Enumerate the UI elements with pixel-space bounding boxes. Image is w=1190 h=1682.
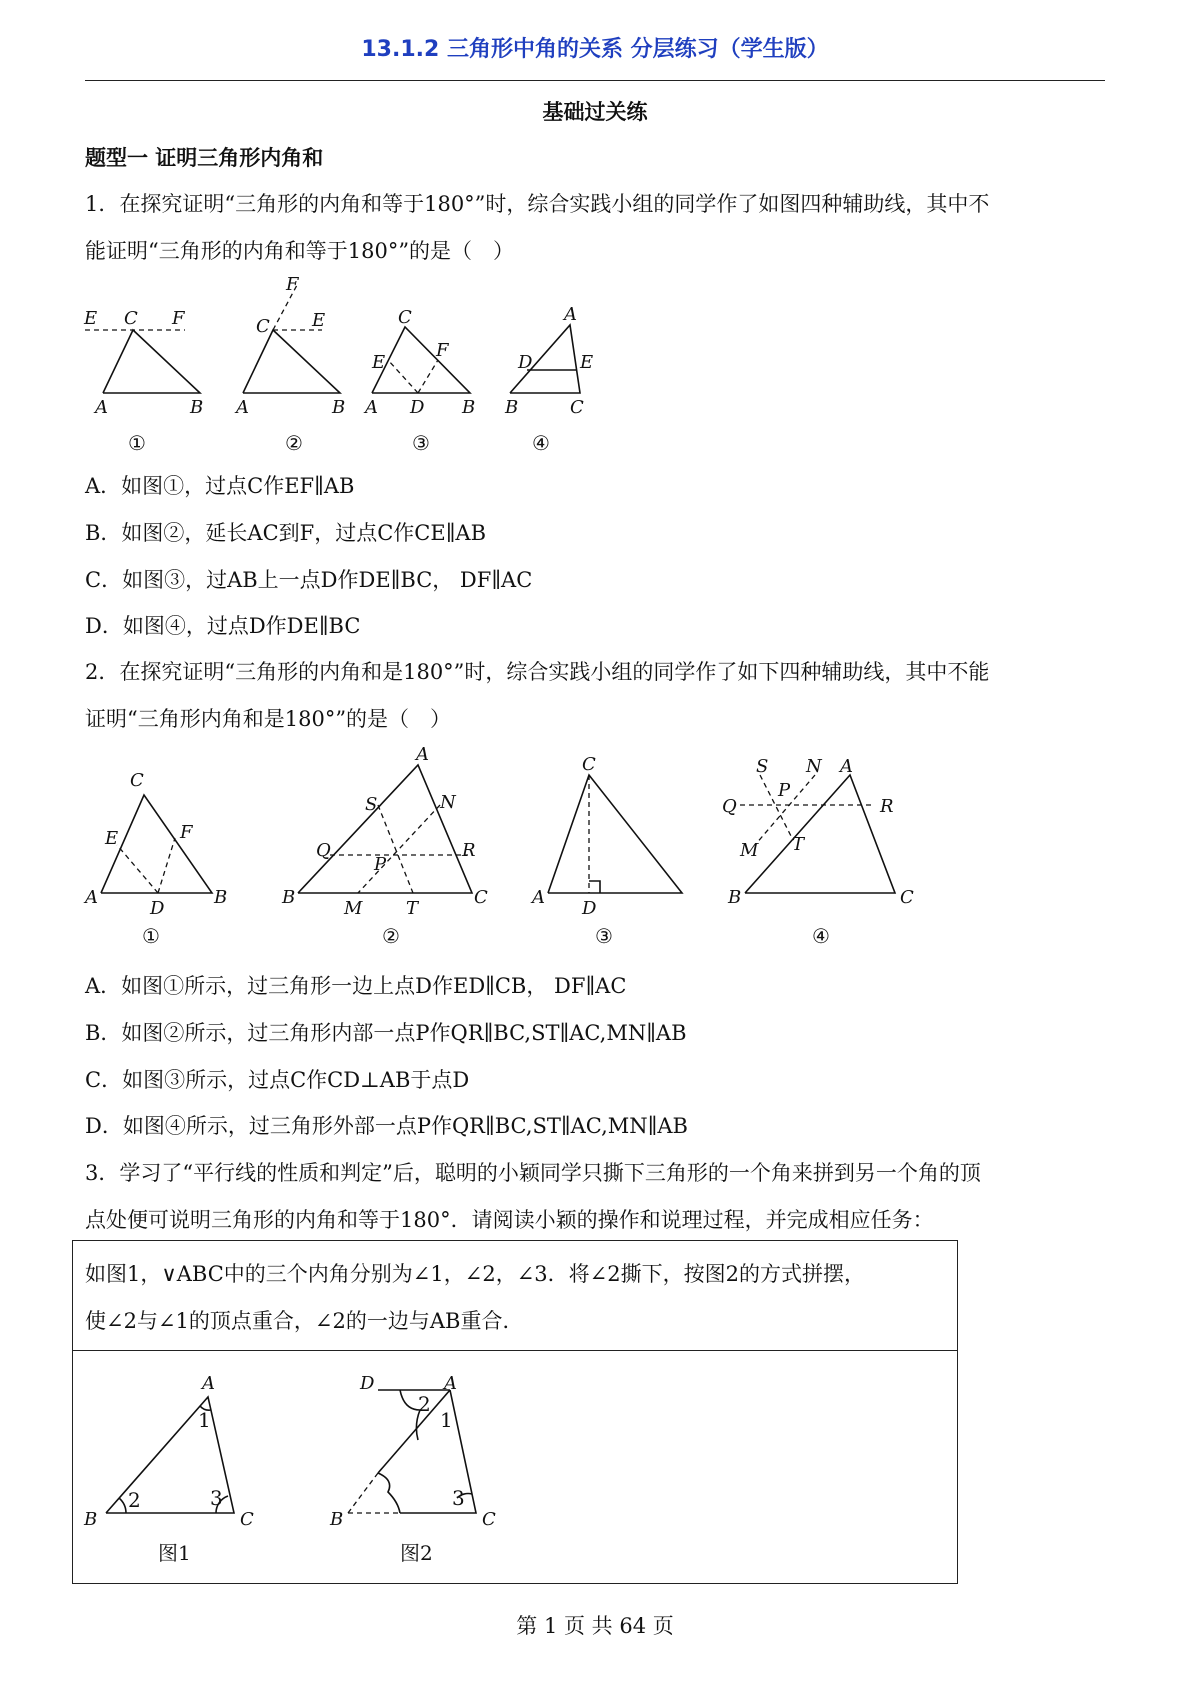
svg-text:A: A	[85, 887, 98, 908]
q2-option-b[interactable]: B．如图②所示，过三角形内部一点P作QR∥BC,ST∥AC,MN∥AB	[85, 1021, 687, 1045]
svg-text:A: A	[365, 397, 378, 418]
svg-text:A: A	[416, 744, 429, 765]
q2-option-d[interactable]: D．如图④所示，过三角形外部一点P作QR∥BC,ST∥AC,MN∥AB	[85, 1114, 688, 1138]
svg-text:A: A	[444, 1373, 457, 1394]
q2-fig-label-2: ②	[382, 924, 400, 948]
svg-text:C: C	[582, 754, 596, 775]
q2-stem-line2: 证明“三角形内角和是180°”的是（ ）	[85, 707, 452, 731]
q2-figure-1	[83, 770, 227, 919]
q2-option-a[interactable]: A．如图①所示，过三角形一边上点D作ED∥CB， DF∥AC	[85, 974, 627, 998]
svg-text:M: M	[740, 840, 759, 861]
svg-text:C: C	[398, 307, 412, 328]
svg-text:C: C	[900, 887, 914, 908]
svg-text:P: P	[374, 854, 387, 875]
q2-option-c[interactable]: C．如图③所示，过点C作CD⊥AB于点D	[85, 1068, 470, 1092]
svg-text:M: M	[344, 898, 363, 919]
q1-fig-label-2: ②	[285, 431, 303, 455]
svg-text:Q: Q	[722, 796, 737, 817]
svg-text:2: 2	[128, 1488, 141, 1512]
svg-text:1: 1	[440, 1408, 453, 1432]
svg-text:N: N	[440, 792, 456, 813]
svg-text:B: B	[505, 397, 519, 418]
svg-text:B: B	[728, 887, 742, 908]
svg-text:B: B	[84, 1509, 98, 1530]
q2-figure-2	[281, 744, 488, 919]
q1-fig-label-4: ④	[532, 431, 550, 455]
svg-text:S: S	[365, 794, 378, 815]
q1-figure-3	[363, 307, 475, 418]
svg-text:A: A	[236, 397, 249, 418]
svg-text:D: D	[582, 898, 597, 919]
q1-figure-1	[83, 308, 203, 418]
q1-fig-label-3: ③	[412, 431, 430, 455]
q1-option-b[interactable]: B．如图②，延长AC到F，过点C作CE∥AB	[85, 521, 486, 545]
q1-stem-line2: 能证明“三角形的内角和等于180°”的是（ ）	[85, 239, 515, 263]
svg-text:3: 3	[452, 1486, 465, 1510]
type-heading: 题型一 证明三角形内角和	[85, 146, 324, 170]
svg-text:F: F	[172, 308, 185, 329]
svg-text:D: D	[410, 397, 425, 418]
svg-text:P: P	[778, 780, 791, 801]
q3-fig2-caption: 图2	[400, 1541, 433, 1565]
svg-text:F: F	[436, 340, 449, 361]
svg-text:3: 3	[210, 1486, 223, 1510]
svg-text:T: T	[792, 834, 805, 855]
svg-text:A: A	[840, 756, 853, 777]
svg-text:E: E	[312, 310, 326, 331]
svg-text:C: C	[482, 1509, 496, 1530]
svg-text:C: C	[256, 316, 270, 337]
svg-text:B: B	[330, 1509, 344, 1530]
q1-figures	[0, 270, 620, 460]
svg-text:Q: Q	[316, 840, 331, 861]
svg-text:E: E	[580, 352, 594, 373]
svg-text:E: E	[105, 828, 119, 849]
svg-text:D: D	[150, 898, 165, 919]
q2-stem-line1: 2．在探究证明“三角形的内角和是180°”时，综合实践小组的同学作了如下四种辅助线，其中不能	[85, 660, 990, 684]
header-rule	[85, 80, 1105, 81]
svg-text:N: N	[806, 756, 822, 777]
q1-option-d[interactable]: D．如图④，过点D作DE∥BC	[85, 614, 361, 638]
page-title: 13.1.2 三角形中角的关系 分层练习（学生版）	[361, 37, 829, 62]
svg-text:B: B	[282, 887, 296, 908]
svg-text:F: F	[180, 822, 193, 843]
svg-text:C: C	[124, 308, 138, 329]
q3-figure-2	[329, 1373, 496, 1530]
svg-text:R: R	[462, 840, 476, 861]
svg-text:A: A	[95, 397, 108, 418]
q3-figures	[0, 1360, 520, 1575]
svg-text:B: B	[214, 887, 228, 908]
svg-text:A: A	[564, 304, 577, 325]
svg-text:A: A	[532, 887, 545, 908]
q3-figure-1	[83, 1373, 254, 1530]
svg-text:2: 2	[418, 1392, 431, 1416]
svg-text:C: C	[474, 887, 488, 908]
q1-figure-4	[504, 304, 593, 418]
section-heading: 基础过关练	[542, 100, 648, 124]
svg-text:C: C	[570, 397, 584, 418]
svg-text:D: D	[518, 352, 533, 373]
svg-text:F: F	[286, 274, 299, 295]
svg-text:S: S	[756, 756, 769, 777]
q3-stem-line2: 点处便可说明三角形的内角和等于180°．请阅读小颖的操作和说理过程，并完成相应任务：	[85, 1208, 934, 1232]
svg-text:T: T	[406, 898, 419, 919]
svg-text:1: 1	[198, 1408, 211, 1432]
q3-box-divider	[72, 1350, 958, 1351]
page-footer: 第 1 页 共 64 页	[516, 1614, 674, 1638]
q1-fig-label-1: ①	[128, 431, 146, 455]
svg-text:E: E	[84, 308, 98, 329]
svg-text:E: E	[372, 352, 386, 373]
svg-text:A: A	[202, 1373, 215, 1394]
q1-figure-2	[234, 274, 345, 418]
svg-text:D: D	[360, 1373, 375, 1394]
svg-text:B: B	[462, 397, 476, 418]
q1-option-a[interactable]: A．如图①，过点C作EF∥AB	[85, 474, 355, 498]
q1-option-c[interactable]: C．如图③，过AB上一点D作DE∥BC， DF∥AC	[85, 568, 533, 592]
svg-text:R: R	[880, 796, 894, 817]
q2-fig-label-4: ④	[812, 924, 830, 948]
svg-text:B: B	[332, 397, 346, 418]
svg-text:B: B	[190, 397, 204, 418]
q1-stem-line1: 1．在探究证明“三角形的内角和等于180°”时，综合实践小组的同学作了如图四种辅助线，其中不	[85, 192, 990, 216]
q3-box-line2: 使∠2与∠1的顶点重合，∠2的一边与AB重合．	[85, 1309, 524, 1333]
q2-figure-4	[722, 756, 914, 908]
q2-figures	[0, 740, 940, 955]
q2-fig-label-1: ①	[142, 924, 160, 948]
q3-stem-line1: 3．学习了“平行线的性质和判定”后，聪明的小颖同学只撕下三角形的一个角来拼到另一个角的顶	[85, 1161, 981, 1185]
q3-box-line1: 如图1，∨ABC中的三个内角分别为∠1，∠2，∠3．将∠2撕下，按图2的方式拼摆，	[85, 1262, 865, 1286]
q3-fig1-caption: 图1	[158, 1541, 191, 1565]
svg-text:C: C	[240, 1509, 254, 1530]
q2-figure-3	[530, 754, 682, 919]
svg-text:C: C	[130, 770, 144, 791]
q2-fig-label-3: ③	[595, 924, 613, 948]
